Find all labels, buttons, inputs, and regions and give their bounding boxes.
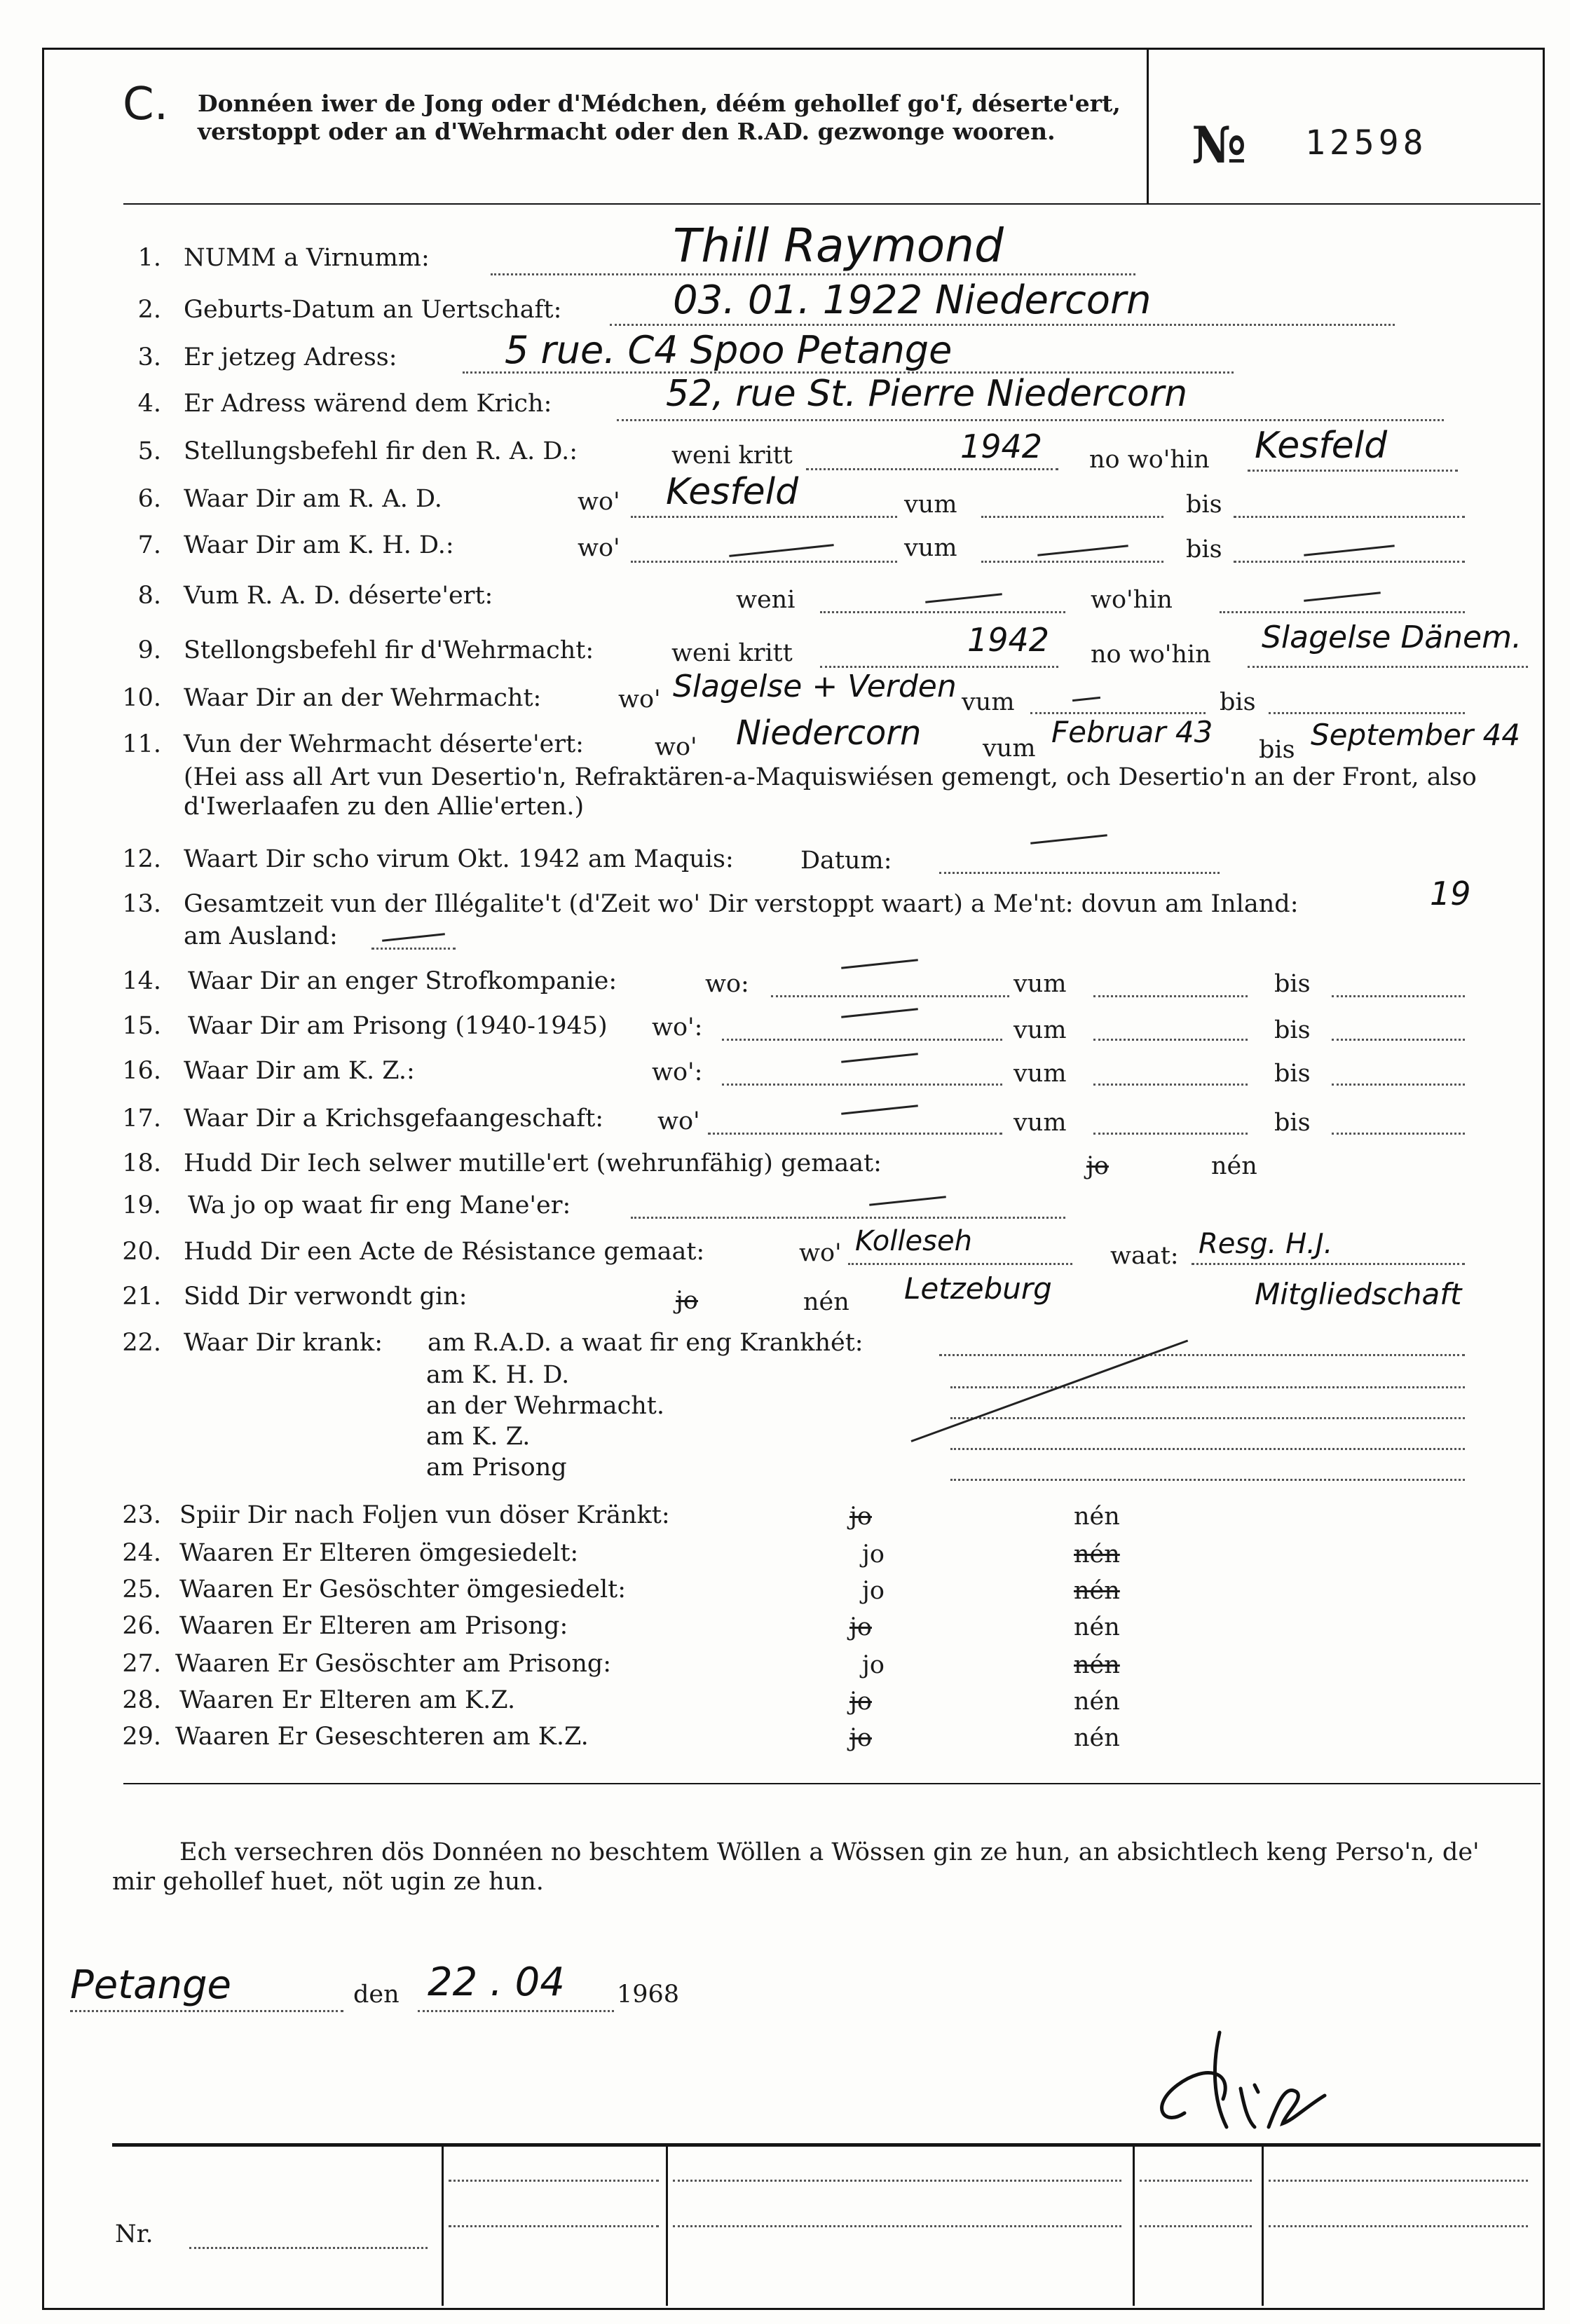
resistance-waat: waat: xyxy=(1110,1242,1179,1270)
siblings-prison-label: Waaren Er Gesöschter am Prisong: xyxy=(175,1650,612,1678)
form-number: 12598 xyxy=(1305,123,1428,163)
khd-where-line xyxy=(631,561,897,563)
parents-kz-no: nén xyxy=(1074,1688,1120,1716)
rad-desert-where-line xyxy=(1220,611,1465,613)
kz-label: Waar Dir am K. Z.: xyxy=(184,1057,415,1085)
siblings-kz-no: nén xyxy=(1074,1724,1120,1752)
war-address-label: Er Adress wärend dem Krich: xyxy=(184,390,552,418)
khd-to-line xyxy=(1234,561,1465,563)
illness-rad: am R.A.D. a waat fir eng Krankhét: xyxy=(428,1329,863,1357)
after-effects-label: Spiir Dir nach Foljen vun döser Kränkt: xyxy=(179,1501,670,1529)
rad-order-where: no wo'hin xyxy=(1089,446,1210,474)
resistance-note-2: Mitgliedschaft xyxy=(1255,1277,1462,1311)
self-mutilation-no: nén xyxy=(1211,1152,1257,1180)
khd-vum: vum xyxy=(904,534,957,562)
footer-dots xyxy=(449,2180,659,2182)
siblings-kz-yes: jo xyxy=(849,1724,872,1752)
khd-label: Waar Dir am K. H. D.: xyxy=(184,531,454,559)
prison-label: Waar Dir am Prisong (1940-1945) xyxy=(188,1012,608,1040)
rad-wo: wo' xyxy=(578,488,620,516)
wehrmacht-desert-place: Niedercorn xyxy=(736,713,922,753)
prison-vum: vum xyxy=(1013,1016,1067,1044)
field-number: 10. xyxy=(122,684,161,712)
war-address-value: 52, rue St. Pierre Niedercorn xyxy=(666,373,1188,415)
header-rule xyxy=(123,203,1541,205)
footer-dots xyxy=(1269,2180,1528,2182)
field-number: 9. xyxy=(137,636,161,664)
section-letter: C. xyxy=(123,78,169,130)
penal-company-to-line xyxy=(1332,995,1465,997)
illegality-inland: 19 xyxy=(1430,875,1471,912)
parents-kz-yes: jo xyxy=(849,1688,872,1716)
resistance-note-1: Letzeburg xyxy=(904,1271,1052,1306)
rad-order-place-line xyxy=(1248,470,1458,472)
footer-dots xyxy=(1140,2225,1252,2227)
rad-where-line xyxy=(631,516,897,518)
signing-year: 1968 xyxy=(617,1981,680,2009)
field-number: 24. xyxy=(122,1539,161,1567)
pow-vum: vum xyxy=(1013,1109,1067,1137)
illness-label: Waar Dir krank: xyxy=(184,1329,383,1357)
khd-bis: bis xyxy=(1186,535,1222,563)
siblings-prison-yes: jo xyxy=(862,1651,885,1679)
parents-prison-yes: jo xyxy=(849,1613,872,1641)
siblings-prison-no: nén xyxy=(1074,1651,1120,1679)
field-number: 7. xyxy=(137,531,161,559)
illness-line xyxy=(950,1448,1465,1450)
illness-line xyxy=(939,1354,1465,1356)
wehrmacht-bis: bis xyxy=(1220,688,1256,716)
field-number: 14. xyxy=(122,967,161,995)
kz-to-line xyxy=(1332,1084,1465,1086)
wehrmacht-from-line xyxy=(1030,712,1206,714)
wounded-yes: jo xyxy=(676,1287,698,1315)
rad-desert-label: Vum R. A. D. déserte'ert: xyxy=(184,582,493,610)
wehrmacht-desert-to: September 44 xyxy=(1311,718,1520,752)
kz-from-line xyxy=(1093,1084,1248,1086)
wounded-no: nén xyxy=(803,1288,849,1316)
illness-line xyxy=(950,1417,1465,1419)
footer-dots xyxy=(1140,2180,1252,2182)
signing-place-line xyxy=(70,2010,343,2012)
parents-resettled-no: nén xyxy=(1074,1540,1120,1568)
siblings-kz-label: Waaren Er Geseschteren am K.Z. xyxy=(175,1723,589,1751)
footer-dots xyxy=(1269,2225,1528,2227)
field-number: 27. xyxy=(122,1650,161,1678)
rad-desert-where: wo'hin xyxy=(1091,586,1173,614)
signature-stroke xyxy=(1162,2032,1325,2127)
birth-value: 03. 01. 1922 Niedercorn xyxy=(673,278,1152,323)
field-number: 18. xyxy=(122,1149,161,1177)
maquis-datum: Datum: xyxy=(800,847,892,875)
rad-order-when: weni kritt xyxy=(671,442,793,470)
field-number: 23. xyxy=(122,1501,161,1529)
field-number: 13. xyxy=(122,890,161,918)
siblings-resettled-label: Waaren Er Gesöschter ömgesiedelt: xyxy=(179,1575,627,1604)
wehrmacht-place: Slagelse + Verden xyxy=(673,669,957,704)
footer-nr-label: Nr. xyxy=(115,2220,153,2248)
name-value: Thill Raymond xyxy=(673,219,1004,273)
footer-divider-1 xyxy=(442,2145,444,2306)
wehrmacht-desert-vum: vum xyxy=(983,734,1036,763)
kz-wo: wo': xyxy=(652,1058,703,1086)
rad-desert-when-line xyxy=(820,611,1065,613)
field-number: 25. xyxy=(122,1575,161,1604)
manner-label: Wa jo op waat fir eng Mane'er: xyxy=(188,1191,571,1219)
rad-bis: bis xyxy=(1186,491,1222,519)
pow-bis: bis xyxy=(1274,1109,1311,1137)
pow-where-line xyxy=(708,1133,1002,1135)
wehrmacht-order-place: Slagelse Dänem. xyxy=(1262,620,1522,655)
signing-date-line xyxy=(418,2010,614,2012)
wehrmacht-order-where: no wo'hin xyxy=(1091,641,1211,669)
penal-company-where-line xyxy=(771,995,1009,997)
field-number: 2. xyxy=(137,296,161,324)
wehrmacht-desert-bis: bis xyxy=(1259,736,1295,764)
parents-kz-label: Waaren Er Elteren am K.Z. xyxy=(179,1686,516,1714)
resistance-wo: wo' xyxy=(799,1239,842,1267)
footer-divider-3 xyxy=(1133,2145,1135,2306)
war-address-line xyxy=(617,419,1444,421)
illness-line xyxy=(950,1386,1465,1388)
rad-desert-when: weni xyxy=(736,586,796,614)
wehrmacht-order-place-line xyxy=(1248,666,1528,668)
wehrmacht-label: Waar Dir an der Wehrmacht: xyxy=(184,684,542,712)
rad-to-line xyxy=(1234,516,1465,518)
parents-prison-label: Waaren Er Elteren am Prisong: xyxy=(179,1612,568,1640)
field-number: 29. xyxy=(122,1723,161,1751)
resistance-where-line xyxy=(848,1263,1072,1265)
footer-nr-line xyxy=(189,2247,428,2249)
signing-date: 22 . 04 xyxy=(428,1960,565,2005)
address-value: 5 rue. C4 Spoo Petange xyxy=(505,328,953,372)
field-number: 26. xyxy=(122,1612,161,1640)
after-effects-yes: jo xyxy=(849,1503,872,1531)
rad-from-line xyxy=(981,516,1163,518)
prison-wo: wo': xyxy=(652,1013,703,1041)
khd-from-line xyxy=(981,561,1163,563)
form-heading: Donnéen iwer de Jong oder d'Médchen, déém gehollef go'f, déserte'ert, verstoppt oder an d'Wehrmacht oder den R.AD. gezwonge wooren. xyxy=(198,90,1121,145)
field-number: 8. xyxy=(137,582,161,610)
wehrmacht-desert-from: Februar 43 xyxy=(1051,715,1213,749)
wounded-label: Sidd Dir verwondt gin: xyxy=(184,1283,467,1311)
siblings-resettled-yes: jo xyxy=(862,1577,885,1605)
rad-order-year: 1942 xyxy=(960,428,1043,465)
parents-resettled-yes: jo xyxy=(862,1540,885,1568)
desertion-note: (Hei ass all Art vun Desertio'n, Refraktären-a-Maquiswiésen gemengt, och Desertio'n an der Front, also d'Iwerlaafen zu den Allie'erten.) xyxy=(184,763,1477,821)
footer-divider-4 xyxy=(1262,2145,1264,2306)
resistance-label: Hudd Dir een Acte de Résistance gemaat: xyxy=(184,1238,705,1266)
prison-to-line xyxy=(1332,1039,1465,1041)
illness-prison: am Prisong xyxy=(426,1454,567,1482)
field-number: 20. xyxy=(122,1238,161,1266)
pow-to-line xyxy=(1332,1133,1465,1135)
after-effects-no: nén xyxy=(1074,1503,1120,1531)
field-number: 6. xyxy=(137,485,161,513)
footer-divider-2 xyxy=(666,2145,668,2306)
prison-bis: bis xyxy=(1274,1016,1311,1044)
illegality-ausland: am Ausland: xyxy=(184,922,338,950)
kz-bis: bis xyxy=(1274,1060,1311,1088)
parents-prison-no: nén xyxy=(1074,1613,1120,1641)
declaration-rule xyxy=(123,1783,1541,1784)
header-divider xyxy=(1147,48,1149,203)
rad-order-place: Kesfeld xyxy=(1255,425,1388,467)
self-mutilation-label: Hudd Dir Iech selwer mutille'ert (wehrunfähig) gemaat: xyxy=(184,1149,882,1177)
illness-line xyxy=(950,1479,1465,1481)
rad-vum: vum xyxy=(904,491,957,519)
field-number: 21. xyxy=(122,1283,161,1311)
birth-label: Geburts-Datum an Uertschaft: xyxy=(184,296,562,324)
signing-den: den xyxy=(353,1981,400,2009)
maquis-date-line xyxy=(939,872,1220,874)
illegality-label: Gesamtzeit vun der Illégalite't (d'Zeit wo' Dir verstoppt waart) a Me'nt: dovun am Inland: xyxy=(184,890,1299,918)
field-number: 1. xyxy=(137,244,161,272)
resistance-what: Resg. H.J. xyxy=(1199,1228,1333,1260)
illness-wehrmacht: an der Wehrmacht. xyxy=(426,1392,665,1420)
field-number: 17. xyxy=(122,1105,161,1133)
pow-label: Waar Dir a Krichsgefaangeschaft: xyxy=(184,1105,604,1133)
wehrmacht-to-line xyxy=(1269,712,1465,714)
field-number: 11. xyxy=(122,730,161,758)
name-line xyxy=(491,273,1135,275)
address-label: Er jetzeg Adress: xyxy=(184,343,397,371)
resistance-what-line xyxy=(1192,1263,1465,1265)
footer-dots xyxy=(673,2225,1121,2227)
name-label: NUMM a Virnumm: xyxy=(184,244,430,272)
field-number: 22. xyxy=(122,1329,161,1357)
kz-where-line xyxy=(722,1084,1002,1086)
wehrmacht-desert-label: Vun der Wehrmacht déserte'ert: xyxy=(184,730,584,758)
wehrmacht-order-line xyxy=(820,666,1058,668)
field-number: 3. xyxy=(137,343,161,371)
penal-company-bis: bis xyxy=(1274,970,1311,998)
penal-company-vum: vum xyxy=(1013,970,1067,998)
pow-from-line xyxy=(1093,1133,1248,1135)
maquis-label: Waart Dir scho virum Okt. 1942 am Maquis: xyxy=(184,845,734,873)
field-number: 12. xyxy=(122,845,161,873)
rad-order-line xyxy=(806,468,1058,470)
wehrmacht-wo: wo' xyxy=(618,685,661,713)
field-number: 5. xyxy=(137,437,161,465)
wehrmacht-order-label: Stellongsbefehl fir d'Wehrmacht: xyxy=(184,636,594,664)
number-symbol: № xyxy=(1192,115,1247,175)
kz-vum: vum xyxy=(1013,1060,1067,1088)
illness-khd: am K. H. D. xyxy=(426,1361,570,1389)
khd-wo: wo' xyxy=(578,534,620,562)
penal-company-from-line xyxy=(1093,995,1248,997)
field-number: 19. xyxy=(122,1191,161,1219)
field-number: 16. xyxy=(122,1057,161,1085)
wehrmacht-vum: vum xyxy=(962,688,1015,716)
footer-dots xyxy=(449,2225,659,2227)
resistance-place: Kolleseh xyxy=(855,1225,972,1257)
wehrmacht-desert-wo: wo' xyxy=(655,733,697,761)
penal-company-wo: wo: xyxy=(705,970,749,998)
field-number: 4. xyxy=(137,390,161,418)
birth-line xyxy=(610,324,1395,326)
rad-place: Kesfeld xyxy=(666,471,799,513)
wehrmacht-order-when: weni kritt xyxy=(671,639,793,667)
footer-dots xyxy=(673,2180,1121,2182)
self-mutilation-yes: jo xyxy=(1086,1152,1109,1180)
rad-order-label: Stellungsbefehl fir den R. A. D.: xyxy=(184,437,578,465)
signature xyxy=(1107,2022,1339,2148)
illegality-ausland-line xyxy=(371,948,456,950)
wehrmacht-order-year: 1942 xyxy=(967,621,1050,659)
pow-wo: wo' xyxy=(657,1107,700,1135)
parents-resettled-label: Waaren Er Elteren ömgesiedelt: xyxy=(179,1539,579,1567)
prison-from-line xyxy=(1093,1039,1248,1041)
prison-where-line xyxy=(722,1039,1002,1041)
manner-line xyxy=(631,1217,1065,1219)
penal-company-label: Waar Dir an enger Strofkompanie: xyxy=(188,967,617,995)
illness-kz: am K. Z. xyxy=(426,1423,531,1451)
siblings-resettled-no: nén xyxy=(1074,1577,1120,1605)
declaration-text: Ech versechren dös Donnéen no beschtem Wöllen a Wössen gin ze hun, an absichtlech keng Perso'n, de' mir gehollef huet, nöt ugin ze hun. xyxy=(112,1838,1480,1896)
field-number: 15. xyxy=(122,1012,161,1040)
field-number: 28. xyxy=(122,1686,161,1714)
signing-place: Petange xyxy=(70,1962,231,2008)
rad-label: Waar Dir am R. A. D. xyxy=(184,485,442,513)
